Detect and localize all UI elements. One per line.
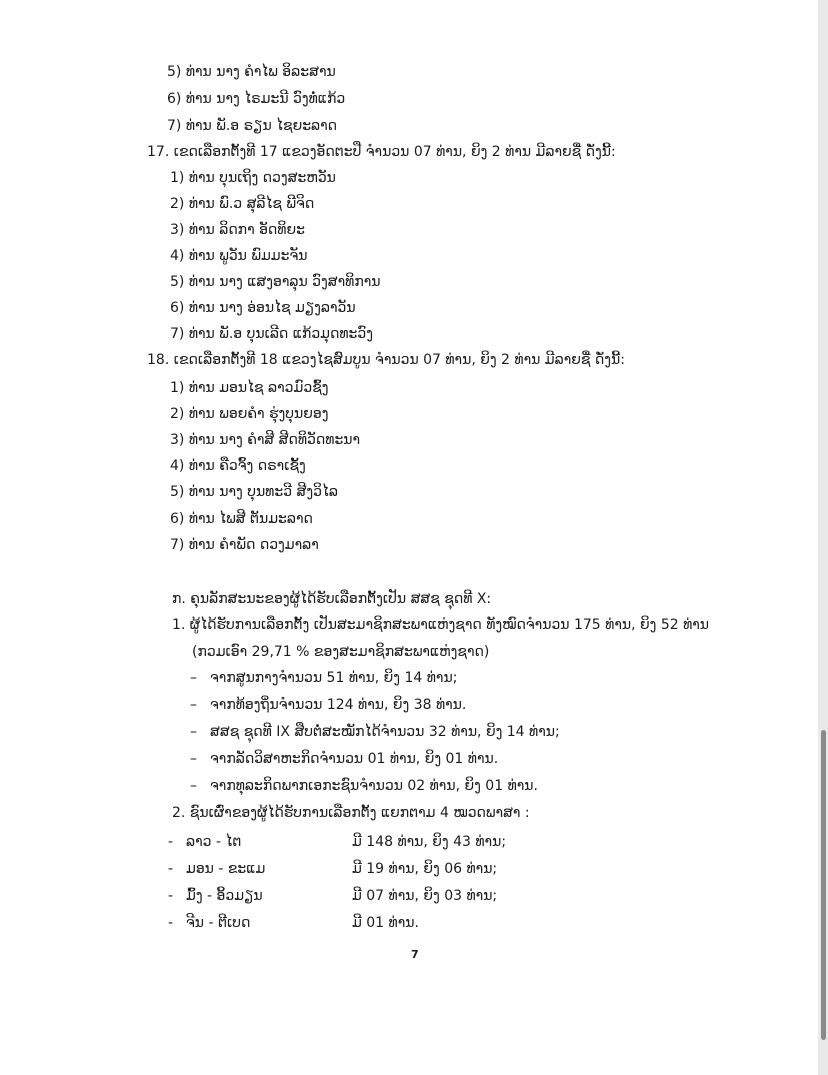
bullet-item: ຈາກທ້ອງຖິ່ນຈຳນວນ 124 ທ່ານ, ຍິງ 38 ທ່ານ. bbox=[210, 697, 467, 713]
bullet-dash: – bbox=[190, 670, 197, 686]
bullet-dash: – bbox=[190, 751, 197, 767]
list-item: 4) ທ່ານ ຄືວຈົ້ງ ດຣາເຊັ້ງ bbox=[170, 458, 306, 474]
point-1-line-1: 1. ຜູ້ໄດ້ຮັບການເລືອກຕັ້ງ ເປັນສະມາຊິກສະພາແຫ່ງຊາດ ທັງໝົດຈຳນວນ 175 ທ່ານ, ຍິງ 52 ທ່ານ bbox=[172, 617, 710, 633]
point-2-heading: 2. ຊົນເຜົ່າຂອງຜູ້ໄດ້ຮັບການເລືອກຕັ້ງ ແຍກຕາມ 4 ໝວດພາສາ : bbox=[172, 805, 530, 821]
ethnic-group: ຈີນ - ຕີເບດ bbox=[186, 915, 251, 931]
section-k-heading: ກ. ຄຸນລັກສະນະຂອງຜູ້ໄດ້ຮັບເລືອກຕັ້ງເປັນ ສສຊ ຊຸດທີ X: bbox=[172, 591, 492, 607]
bullet-item: ສສຊ ຊຸດທີ IX ສືບຕໍ່ສະໝັກໄດ້ຈຳນວນ 32 ທ່ານ, ຍິງ 14 ທ່ານ; bbox=[210, 724, 560, 740]
bullet-dash: - bbox=[168, 915, 174, 931]
list-item: 1) ທ່ານ ມອນໄຊ ລາວມົວຊົ້ງ bbox=[170, 380, 329, 396]
list-item: 4) ທ່ານ ພູວັນ ພົມມະຈັນ bbox=[170, 248, 308, 264]
list-item: 3) ທ່ານ ນາງ ຄຳສີ ສີດທິວັດທະນາ bbox=[170, 432, 361, 448]
ethnic-count: ມີ 01 ທ່ານ. bbox=[352, 915, 419, 931]
list-item: 6) ທ່ານ ນາງ ໄຣມະນີ ວົງທໍ່ແກ້ວ bbox=[167, 91, 346, 107]
list-item: 2) ທ່ານ ພົ.ວ ສຸລີໄຊ ພີຈິດ bbox=[170, 196, 315, 212]
ethnic-group: ມອນ - ຂະແມ bbox=[186, 861, 266, 877]
list-item: 6) ທ່ານ ນາງ ອ່ອນໄຊ ມຽງລາວັນ bbox=[170, 300, 356, 316]
ethnic-group: ມົ້ງ - ອິ້ວມຽນ bbox=[186, 888, 263, 904]
bullet-item: ຈາກທຸລະກິດພາກເອກະຊົນຈຳນວນ 02 ທ່ານ, ຍິງ 01 ທ່ານ. bbox=[210, 778, 538, 794]
bullet-dash: – bbox=[190, 697, 197, 713]
bullet-dash: - bbox=[168, 834, 174, 850]
list-item: 6) ທ່ານ ໄພສີ ຕັນມະລາດ bbox=[170, 511, 313, 527]
list-item: 5) ທ່ານ ນາງ ບຸນທະວີ ສີງວິໄລ bbox=[170, 484, 338, 500]
list-item: 7) ທ່ານ ພັ.ອ ບຸນເລີດ ແກ້ວມຸດທະວົງ bbox=[170, 326, 373, 342]
bullet-item: ຈາກລັດວິສາຫະກິດຈຳນວນ 01 ທ່ານ, ຍິງ 01 ທ່ານ. bbox=[210, 751, 499, 767]
list-item: 7) ທ່ານ ຄຳພັດ ດວງມາລາ bbox=[170, 537, 319, 553]
section-18-heading: 18. ເຂດເລືອກຕັ້ງທີ 18 ແຂວງໄຊສົມບູນ ຈຳນວນ 07 ທ່ານ, ຍິງ 2 ທ່ານ ມີລາຍຊື່ ດັ່ງນີ້: bbox=[147, 352, 625, 368]
scrollbar-thumb[interactable] bbox=[821, 730, 826, 1040]
bullet-dash: – bbox=[190, 724, 197, 740]
list-item: 3) ທ່ານ ລິດກາ ອັດທິຍະ bbox=[170, 222, 305, 238]
bullet-dash: - bbox=[168, 888, 174, 904]
list-item: 1) ທ່ານ ບຸນເຖິງ ດວງສະຫວັນ bbox=[170, 170, 336, 186]
section-17-heading: 17. ເຂດເລືອກຕັ້ງທີ 17 ແຂວງອັດຕະປື ຈຳນວນ 07 ທ່ານ, ຍິງ 2 ທ່ານ ມີລາຍຊື່ ດັ່ງນີ້: bbox=[147, 144, 616, 160]
list-item: 5) ທ່ານ ນາງ ຄຳໄພ ອິລະສານ bbox=[167, 64, 336, 80]
ethnic-count: ມີ 19 ທ່ານ, ຍິງ 06 ທ່ານ; bbox=[352, 861, 498, 877]
ethnic-count: ມີ 07 ທ່ານ, ຍິງ 03 ທ່ານ; bbox=[352, 888, 498, 904]
page-number: 7 bbox=[411, 948, 419, 961]
bullet-dash: - bbox=[168, 861, 174, 877]
bullet-dash: – bbox=[190, 778, 197, 794]
ethnic-group: ລາວ - ໄຕ bbox=[186, 834, 242, 850]
list-item: 2) ທ່ານ ພອຍຄຳ ຮຸ່ງບຸນຍອງ bbox=[170, 406, 329, 422]
bullet-item: ຈາກສູນກາງຈຳນວນ 51 ທ່ານ, ຍິງ 14 ທ່ານ; bbox=[210, 670, 458, 686]
ethnic-count: ມີ 148 ທ່ານ, ຍິງ 43 ທ່ານ; bbox=[352, 834, 507, 850]
list-item: 5) ທ່ານ ນາງ ແສງອາລຸນ ວົງສາທິການ bbox=[170, 274, 381, 290]
point-1-line-2: (ກວມເອົາ 29,71 % ຂອງສະມາຊິກສະພາແຫ່ງຊາດ) bbox=[192, 644, 490, 660]
list-item: 7) ທ່ານ ພັ.ອ ຣຽນ ໄຊຍະລາດ bbox=[167, 118, 338, 134]
